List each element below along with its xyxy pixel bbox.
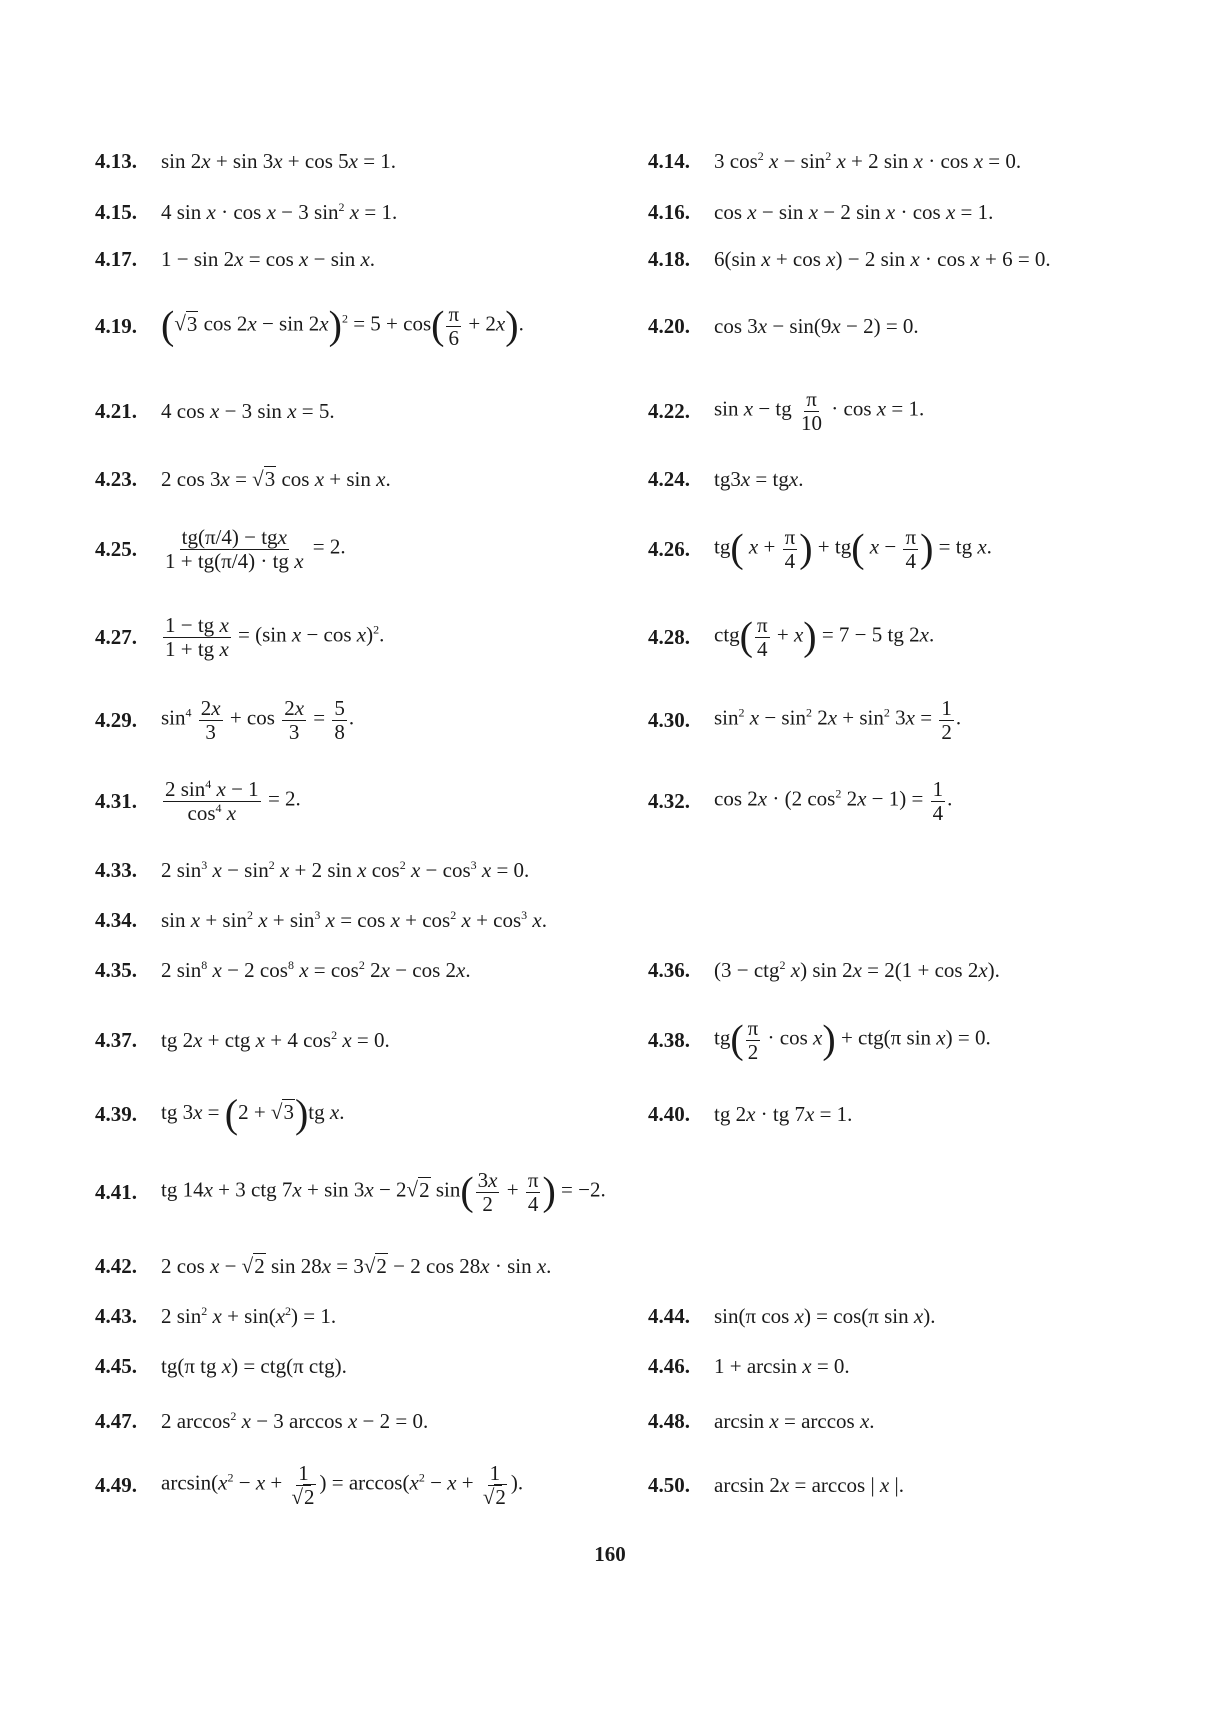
problem-number: 4.37. [95, 1027, 137, 1052]
problem-number: 4.34. [95, 907, 137, 932]
problem-number: 4.46. [648, 1353, 690, 1378]
problem-number: 4.44. [648, 1303, 690, 1328]
equation: cos 2x · (2 $\cos^2 2x - 1$) = $\frac{1}{4}$ . [714, 777, 953, 825]
equation: sin(π cos x) = cos(π sin x). [714, 1303, 936, 1328]
equation: 6(sin x + cos x) − 2 sin x · cos x + 6 = 0. [714, 246, 1051, 271]
equation: $\frac{2 \sin^4 x - 1}{\cos^4 x}$ = 2. [165, 777, 301, 825]
problem-4-20 [648, 296, 919, 356]
equation: 2 cos 3x = √3 cos x + sin x. [161, 466, 391, 491]
equation: arcsin x = arccos x. [714, 1408, 875, 1433]
problem-number: 4.30. [648, 707, 690, 732]
problem-number: 4.23. [95, 466, 137, 491]
problem-4-25 [95, 519, 346, 579]
problem-number: 4.14. [648, 148, 690, 173]
equation: 1 − sin 2x = cos x − sin x. [161, 246, 376, 271]
problem-number: 4.29. [95, 707, 137, 732]
equation: sin 2x + sin 3x + cos 5x = 1. [161, 148, 397, 173]
equation: (√3 cos 2x − sin 2x)$^2$ = 5 + cos( $\frac{\pi}{6}$ + 2x). [161, 302, 524, 350]
problem-number: 4.36. [648, 957, 690, 982]
problem-4-50 [648, 1455, 904, 1515]
problem-4-49 [95, 1455, 523, 1515]
problem-4-22 [648, 381, 924, 441]
problem-number: 4.43. [95, 1303, 137, 1328]
equation: tg 2x · tg 7x = 1. [714, 1101, 853, 1126]
equation: tg 3x = (2 + √3)tg x. [161, 1091, 345, 1136]
equation: tg 2x + ctg x + 4 $\cos^2 x = 0$. [161, 1027, 390, 1052]
problem-number: 4.45. [95, 1353, 137, 1378]
problem-number: 4.21. [95, 398, 137, 423]
problem-number: 4.17. [95, 246, 137, 271]
problem-4-27 [95, 607, 384, 667]
equation: tg( $\frac{\pi}{2}$ · cos x) + ctg(π sin x) = 0. [714, 1016, 991, 1064]
equation: sin x − tg $\frac{\pi}{10}$ · cos x = 1. [714, 387, 925, 435]
equation: $\arcsin(x^2 - x$ + $\frac{1}{√2}$ ) = $\arccos(x^2 - x$ + $\frac{1}{√2}$ ). [161, 1461, 524, 1509]
problem-4-38 [648, 1010, 991, 1070]
equation: tg(π tg x) = ctg(π ctg). [161, 1353, 347, 1378]
equation: $\frac{\text{tg(π/4) − tgx}}{\text{1 + tg(π/4) · tg x}}$ = 2. [165, 525, 346, 573]
problem-4-30 [648, 690, 961, 750]
equation: (3 − ctg$^2$ x) sin 2x = 2(1 + cos 2x). [714, 957, 1000, 982]
problem-4-18 [648, 229, 1051, 289]
problem-number: 4.50. [648, 1472, 690, 1497]
problem-4-45 [95, 1336, 347, 1396]
problem-4-17 [95, 229, 375, 289]
problem-4-29 [95, 690, 354, 750]
problem-4-37 [95, 1010, 390, 1070]
problem-number: 4.47. [95, 1408, 137, 1433]
problem-number: 4.16. [648, 199, 690, 224]
equation: $\frac{\text{1 − tg x}}{\text{1 + tg x}}$ = (sin x − cos x)$^2$. [165, 613, 385, 661]
equation: arcsin 2x = arccos | x |. [714, 1472, 904, 1497]
problem-4-35 [95, 940, 471, 1000]
equation: 2 $\sin^8 x - 2$ $\cos^8 x = \cos^2 2x - \cos 2x$. [161, 957, 471, 982]
equation: 2 cos x − √2 sin 28x = 3√2 − 2 cos 28x · sin x. [161, 1253, 552, 1278]
problem-number: 4.39. [95, 1101, 137, 1126]
problem-number: 4.41. [95, 1179, 137, 1204]
problem-number: 4.32. [648, 788, 690, 813]
problem-4-31 [95, 771, 301, 831]
problem-number: 4.25. [95, 536, 137, 561]
equation: 4 sin x · cos x − 3 $\sin^2 x = 1$. [161, 199, 398, 224]
problem-number: 4.49. [95, 1472, 137, 1497]
problem-4-36 [648, 940, 1000, 1000]
equation: $\sin x + \sin^2 x + \sin^3 x = \cos x + \cos^2 x + \cos^3 x$. [161, 907, 547, 932]
problem-number: 4.42. [95, 1253, 137, 1278]
equation: tg3x = tgx. [714, 466, 804, 491]
problem-4-46 [648, 1336, 850, 1396]
page-number: 160 [594, 1542, 626, 1566]
equation: cos 3x − sin(9x − 2) = 0. [714, 313, 919, 338]
equation: 3 $\cos^2 x - \sin^2 x + 2$ sin x · cos x = 0. [714, 148, 1022, 173]
problem-4-47 [95, 1391, 428, 1451]
equation: 2 $\sin^3 x - \sin^2 x + 2$ sin x $\cos^2 x - \cos^3 x = 0$. [161, 857, 530, 882]
problem-4-26 [648, 519, 992, 579]
problem-number: 4.15. [95, 199, 137, 224]
problem-number: 4.38. [648, 1027, 690, 1052]
problem-number: 4.26. [648, 536, 690, 561]
problem-4-41 [95, 1162, 606, 1222]
problem-4-39 [95, 1084, 344, 1144]
problem-number: 4.35. [95, 957, 137, 982]
problem-number: 4.22. [648, 398, 690, 423]
problem-number: 4.18. [648, 246, 690, 271]
equation: $\sin^2 x - \sin^2 2x + \sin^2 3x$ = $\frac{1}{2}$ . [714, 696, 962, 744]
problem-number: 4.19. [95, 313, 137, 338]
problem-4-23 [95, 449, 391, 509]
problem-number: 4.40. [648, 1101, 690, 1126]
equation: 2 $\arccos^2 x - 3$ arccos x − 2 = 0. [161, 1408, 429, 1433]
equation: tg( x + $\frac{\pi}{4}$ ) + tg( x − $\frac{\pi}{4}$ ) = tg x. [714, 525, 992, 573]
problem-4-28 [648, 607, 934, 667]
equation: ctg( $\frac{\pi}{4}$ + x) = 7 − 5 tg 2x. [714, 613, 935, 661]
problem-number: 4.20. [648, 313, 690, 338]
problem-4-40 [648, 1084, 852, 1144]
problem-4-32 [648, 771, 952, 831]
problem-number: 4.33. [95, 857, 137, 882]
problem-4-19 [95, 296, 524, 356]
equation: $\sin^4$ $\frac{2x}{3}$ + cos $\frac{2x}{3}$ = $\frac{5}{8}$ . [161, 696, 355, 744]
equation: 4 cos x − 3 sin x = 5. [161, 398, 335, 423]
equation: 1 + arcsin x = 0. [714, 1353, 850, 1378]
equation: cos x − sin x − 2 sin x · cos x = 1. [714, 199, 994, 224]
equation: 2 $\sin^2 x + \sin(x^2) = 1$. [161, 1303, 337, 1328]
equation: tg 14x + 3 ctg 7x + sin 3x − 2√2 sin( $\frac{3x}{2}$ + $\frac{\pi}{4}$ ) = −2. [161, 1168, 606, 1216]
problem-number: 4.31. [95, 788, 137, 813]
problem-number: 4.24. [648, 466, 690, 491]
problem-number: 4.13. [95, 148, 137, 173]
problem-number: 4.27. [95, 624, 137, 649]
problem-4-21 [95, 381, 335, 441]
problem-number: 4.48. [648, 1408, 690, 1433]
problem-4-48 [648, 1391, 875, 1451]
problem-4-24 [648, 449, 803, 509]
problem-number: 4.28. [648, 624, 690, 649]
